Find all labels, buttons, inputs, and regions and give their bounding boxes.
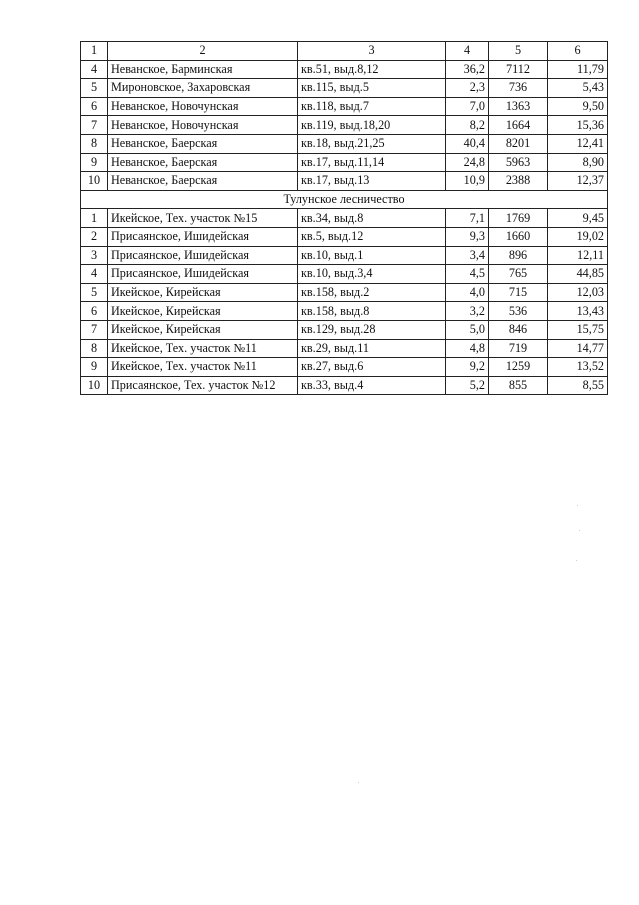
table-row [81, 60, 608, 79]
forestry-tract: Присаянское, Тех. участок №12 [108, 376, 298, 395]
volume-value: 7112 [489, 60, 548, 79]
scan-speck [577, 505, 578, 506]
volume-value: 1769 [489, 209, 548, 228]
table-row [81, 209, 608, 228]
ratio-value: 12,41 [548, 134, 608, 153]
row-number: 5 [81, 283, 108, 302]
ratio-value: 11,79 [548, 60, 608, 79]
ratio-value: 12,03 [548, 283, 608, 302]
row-number: 4 [81, 60, 108, 79]
area-value: 10,9 [446, 172, 489, 191]
table-row [81, 358, 608, 377]
ratio-value: 9,45 [548, 209, 608, 228]
row-number: 3 [81, 246, 108, 265]
quarter-allotment: кв.158, выд.2 [298, 283, 446, 302]
volume-value: 715 [489, 283, 548, 302]
column-header: 2 [108, 42, 298, 61]
quarter-allotment: кв.17, выд.11,14 [298, 153, 446, 172]
area-value: 2,3 [446, 79, 489, 98]
quarter-allotment: кв.51, выд.8,12 [298, 60, 446, 79]
row-number: 2 [81, 227, 108, 246]
table-row [81, 246, 608, 265]
forestry-tract: Икейское, Кирейская [108, 320, 298, 339]
table-header-row [81, 42, 608, 61]
table-row [81, 97, 608, 116]
row-number: 6 [81, 97, 108, 116]
table-row [81, 376, 608, 395]
column-header: 4 [446, 42, 489, 61]
row-number: 9 [81, 358, 108, 377]
column-header: 6 [548, 42, 608, 61]
table-row [81, 265, 608, 284]
table-row [81, 134, 608, 153]
ratio-value: 15,36 [548, 116, 608, 135]
table-row [81, 79, 608, 98]
row-number: 5 [81, 79, 108, 98]
area-value: 9,2 [446, 358, 489, 377]
table-row [81, 320, 608, 339]
forestry-tract: Присаянское, Ишидейская [108, 227, 298, 246]
forestry-tract: Икейское, Тех. участок №11 [108, 339, 298, 358]
row-number: 4 [81, 265, 108, 284]
quarter-allotment: кв.118, выд.7 [298, 97, 446, 116]
area-value: 9,3 [446, 227, 489, 246]
table-row [81, 339, 608, 358]
ratio-value: 9,50 [548, 97, 608, 116]
quarter-allotment: кв.10, выд.3,4 [298, 265, 446, 284]
table-row [81, 283, 608, 302]
volume-value: 1363 [489, 97, 548, 116]
column-header: 1 [81, 42, 108, 61]
row-number: 7 [81, 116, 108, 135]
table-row [81, 153, 608, 172]
row-number: 1 [81, 209, 108, 228]
quarter-allotment: кв.129, выд.28 [298, 320, 446, 339]
scan-speck [576, 560, 577, 561]
quarter-allotment: кв.119, выд.18,20 [298, 116, 446, 135]
volume-value: 2388 [489, 172, 548, 191]
row-number: 10 [81, 172, 108, 191]
area-value: 8,2 [446, 116, 489, 135]
area-value: 3,2 [446, 302, 489, 321]
volume-value: 765 [489, 265, 548, 284]
area-value: 36,2 [446, 60, 489, 79]
forestry-tract: Неванское, Баерская [108, 134, 298, 153]
table-row [81, 116, 608, 135]
table-row [81, 302, 608, 321]
quarter-allotment: кв.29, выд.11 [298, 339, 446, 358]
area-value: 4,8 [446, 339, 489, 358]
scan-speck [579, 530, 580, 531]
quarter-allotment: кв.115, выд.5 [298, 79, 446, 98]
ratio-value: 8,90 [548, 153, 608, 172]
table-row [81, 172, 608, 191]
forestry-tract: Икейское, Кирейская [108, 283, 298, 302]
ratio-value: 5,43 [548, 79, 608, 98]
volume-value: 855 [489, 376, 548, 395]
ratio-value: 44,85 [548, 265, 608, 284]
area-value: 7,1 [446, 209, 489, 228]
forestry-tract: Икейское, Тех. участок №15 [108, 209, 298, 228]
row-number: 9 [81, 153, 108, 172]
row-number: 6 [81, 302, 108, 321]
quarter-allotment: кв.33, выд.4 [298, 376, 446, 395]
column-header: 3 [298, 42, 446, 61]
section-heading-row [81, 190, 608, 209]
forestry-tract: Неванское, Баерская [108, 172, 298, 191]
area-value: 24,8 [446, 153, 489, 172]
volume-value: 1664 [489, 116, 548, 135]
quarter-allotment: кв.5, выд.12 [298, 227, 446, 246]
ratio-value: 14,77 [548, 339, 608, 358]
volume-value: 8201 [489, 134, 548, 153]
quarter-allotment: кв.158, выд.8 [298, 302, 446, 321]
volume-value: 736 [489, 79, 548, 98]
ratio-value: 8,55 [548, 376, 608, 395]
volume-value: 719 [489, 339, 548, 358]
row-number: 8 [81, 339, 108, 358]
forest-plots-table [80, 41, 608, 395]
forestry-tract: Присаянское, Ишидейская [108, 246, 298, 265]
section-title: Тулунское лесничество [81, 190, 608, 209]
ratio-value: 19,02 [548, 227, 608, 246]
row-number: 8 [81, 134, 108, 153]
quarter-allotment: кв.34, выд.8 [298, 209, 446, 228]
area-value: 4,5 [446, 265, 489, 284]
volume-value: 896 [489, 246, 548, 265]
area-value: 40,4 [446, 134, 489, 153]
row-number: 7 [81, 320, 108, 339]
quarter-allotment: кв.27, выд.6 [298, 358, 446, 377]
column-header: 5 [489, 42, 548, 61]
area-value: 4,0 [446, 283, 489, 302]
volume-value: 1259 [489, 358, 548, 377]
forestry-tract: Икейское, Кирейская [108, 302, 298, 321]
ratio-value: 13,43 [548, 302, 608, 321]
area-value: 3,4 [446, 246, 489, 265]
volume-value: 1660 [489, 227, 548, 246]
area-value: 5,0 [446, 320, 489, 339]
ratio-value: 12,11 [548, 246, 608, 265]
table-row [81, 227, 608, 246]
forestry-tract: Присаянское, Ишидейская [108, 265, 298, 284]
row-number: 10 [81, 376, 108, 395]
scan-speck [358, 782, 359, 783]
area-value: 5,2 [446, 376, 489, 395]
volume-value: 5963 [489, 153, 548, 172]
quarter-allotment: кв.10, выд.1 [298, 246, 446, 265]
forestry-tract: Неванское, Барминская [108, 60, 298, 79]
area-value: 7,0 [446, 97, 489, 116]
forestry-tract: Неванское, Новочунская [108, 97, 298, 116]
forestry-tract: Икейское, Тех. участок №11 [108, 358, 298, 377]
ratio-value: 15,75 [548, 320, 608, 339]
forestry-tract: Мироновское, Захаровская [108, 79, 298, 98]
forestry-tract: Неванское, Баерская [108, 153, 298, 172]
quarter-allotment: кв.17, выд.13 [298, 172, 446, 191]
quarter-allotment: кв.18, выд.21,25 [298, 134, 446, 153]
forestry-tract: Неванское, Новочунская [108, 116, 298, 135]
ratio-value: 12,37 [548, 172, 608, 191]
volume-value: 846 [489, 320, 548, 339]
volume-value: 536 [489, 302, 548, 321]
ratio-value: 13,52 [548, 358, 608, 377]
